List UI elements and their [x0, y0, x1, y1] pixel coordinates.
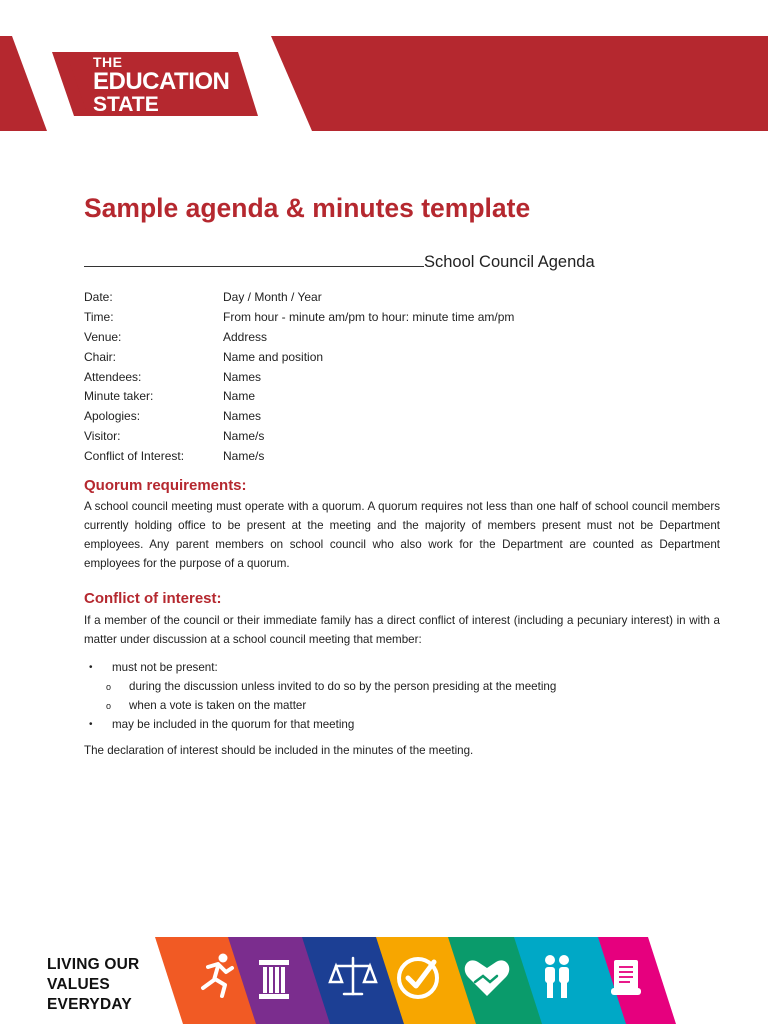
detail-label: Time:	[84, 309, 114, 324]
detail-value: Name/s	[223, 449, 265, 464]
detail-row-conflict-of-interest	[84, 446, 514, 466]
meeting-details	[84, 287, 514, 466]
bullet-marker: o	[106, 700, 112, 711]
header-right-band	[271, 36, 768, 131]
school-name-blank	[84, 249, 424, 267]
bullet-marker: •	[89, 662, 93, 673]
education-state-logo	[93, 55, 229, 115]
list-item-text: may be included in the quorum for that meeting	[112, 718, 355, 731]
bullet-marker: o	[106, 681, 112, 692]
detail-label: Conflict of Interest:	[84, 449, 185, 464]
detail-value: Address	[223, 329, 268, 344]
quorum-heading: Quorum requirements:	[84, 477, 247, 494]
agenda-heading: School Council Agenda	[424, 253, 595, 271]
detail-row-date	[84, 287, 514, 307]
footer-tagline-line2: VALUES	[47, 976, 110, 993]
conflict-intro: If a member of the council or their immediate family has a direct conflict of interest (including a pecuniary interest) in with a matter under discussion at a school council meeting that member:	[84, 614, 720, 646]
detail-row-visitor	[84, 426, 514, 446]
detail-label: Chair:	[84, 349, 117, 364]
document-title: Sample agenda & minutes template	[84, 193, 531, 223]
footer-tagline-line1: LIVING OUR	[47, 956, 140, 973]
list-item-text: during the discussion unless invited to do so by the person presiding at the meeting	[129, 680, 557, 693]
list-item	[84, 658, 556, 677]
detail-value: Name and position	[223, 349, 324, 364]
list-item	[84, 677, 556, 696]
footer-tagline-line3: EVERYDAY	[47, 996, 132, 1013]
detail-row-minute-taker	[84, 386, 514, 406]
detail-row-apologies	[84, 406, 514, 426]
detail-row-time	[84, 307, 514, 327]
detail-label: Apologies:	[84, 409, 141, 424]
list-item-text: when a vote is taken on the matter	[129, 699, 307, 712]
header-left-slash	[0, 36, 47, 131]
detail-label: Visitor:	[84, 429, 121, 444]
scroll-icon	[611, 960, 641, 995]
logo-line-state: STATE	[93, 93, 159, 116]
detail-label: Date:	[84, 289, 113, 304]
detail-value: Name	[223, 389, 256, 404]
values-icon-band	[0, 930, 768, 1024]
header-banner	[0, 0, 768, 135]
values-icon-band-graphic	[0, 930, 768, 1024]
conflict-closing: The declaration of interest should be included in the minutes of the meeting.	[84, 744, 474, 757]
detail-value: From hour - minute am/pm to hour: minute time am/pm	[223, 309, 515, 324]
detail-value: Day / Month / Year	[223, 289, 322, 304]
detail-label: Attendees:	[84, 369, 142, 384]
bullet-marker: •	[89, 719, 93, 730]
conflict-heading: Conflict of interest:	[84, 590, 222, 607]
list-item-text: must not be present:	[112, 661, 218, 674]
list-item	[84, 696, 556, 715]
detail-row-venue	[84, 327, 514, 347]
list-item	[84, 715, 556, 734]
logo-line-the: THE	[93, 54, 123, 70]
logo-line-education: EDUCATION	[93, 68, 230, 95]
agenda-heading-line	[84, 249, 595, 272]
detail-row-chair	[84, 347, 514, 367]
detail-label: Minute taker:	[84, 389, 154, 404]
detail-row-attendees	[84, 367, 514, 387]
detail-value: Name/s	[223, 429, 265, 444]
quorum-text: A school council meeting must operate with a quorum. A quorum requires not less than one half of school council members currently holding office to be present at the meeting and the majority of members present must not be Department employees. Any parent members on school council who also work for the Department are counted as Department employees for the purpose of a quorum.	[84, 500, 720, 570]
detail-label: Venue:	[84, 329, 122, 344]
detail-value: Names	[223, 369, 262, 384]
detail-value: Names	[223, 409, 262, 424]
conflict-bullet-list	[84, 658, 556, 734]
